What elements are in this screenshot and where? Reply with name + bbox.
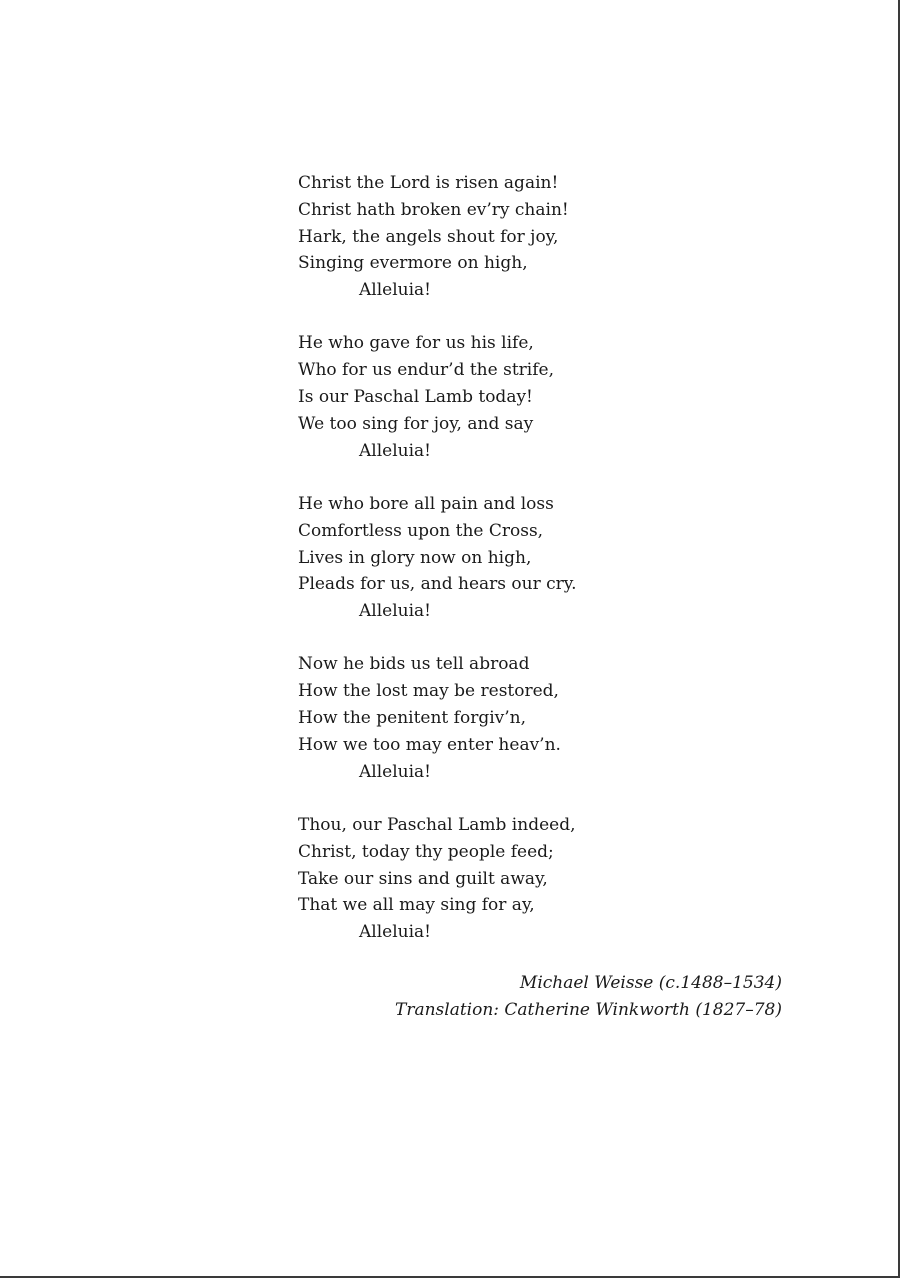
verse-line: Now he bids us tell abroad <box>298 654 530 675</box>
verse-line: Who for us endur’d the strife, <box>298 360 554 381</box>
verse-line: Pleads for us, and hears our cry. <box>298 574 577 595</box>
refrain-line: Alleluia! <box>359 601 432 622</box>
refrain-line: Alleluia! <box>359 440 432 461</box>
verse-line: How the lost may be restored, <box>298 681 559 702</box>
verse-line: Thou, our Paschal Lamb indeed, <box>298 814 576 835</box>
verse-line: Comfortless upon the Cross, <box>298 520 544 541</box>
refrain-line: Alleluia! <box>359 922 432 943</box>
verse-line: Christ the Lord is risen again! <box>298 173 559 193</box>
verse-2 <box>298 330 818 464</box>
verse-5 <box>298 812 818 946</box>
verse-line: Hark, the angels shout for joy, <box>298 226 559 247</box>
verse-line: He who gave for us his life, <box>298 333 534 354</box>
verse-1 <box>298 170 818 304</box>
verse-line: Lives in glory now on high, <box>298 547 532 568</box>
verse-line: Singing evermore on high, <box>298 253 528 274</box>
refrain-line: Alleluia! <box>359 761 432 782</box>
verse-line: Christ, today thy people feed; <box>298 841 554 862</box>
refrain-line: Alleluia! <box>359 280 432 301</box>
verse-line: We too sing for joy, and say <box>298 413 534 434</box>
verse-3 <box>298 491 818 625</box>
hymn-text <box>298 170 818 972</box>
verse-line: That we all may sing for ay, <box>298 895 535 916</box>
verse-line: Is our Paschal Lamb today! <box>298 387 533 408</box>
verse-line: Christ hath broken ev’ry chain! <box>298 199 569 220</box>
credits <box>395 970 782 1024</box>
verse-line: How the penitent forgiv’n, <box>298 708 526 729</box>
verse-line: He who bore all pain and loss <box>298 493 554 514</box>
verse-4 <box>298 651 818 785</box>
verse-line: How we too may enter heav’n. <box>298 734 561 755</box>
translator-credit: Translation: Catherine Winkworth (1827–78) <box>394 1000 782 1020</box>
verse-line: Take our sins and guilt away, <box>298 868 548 889</box>
author-credit: Michael Weisse (c.1488–1534) <box>519 973 782 993</box>
